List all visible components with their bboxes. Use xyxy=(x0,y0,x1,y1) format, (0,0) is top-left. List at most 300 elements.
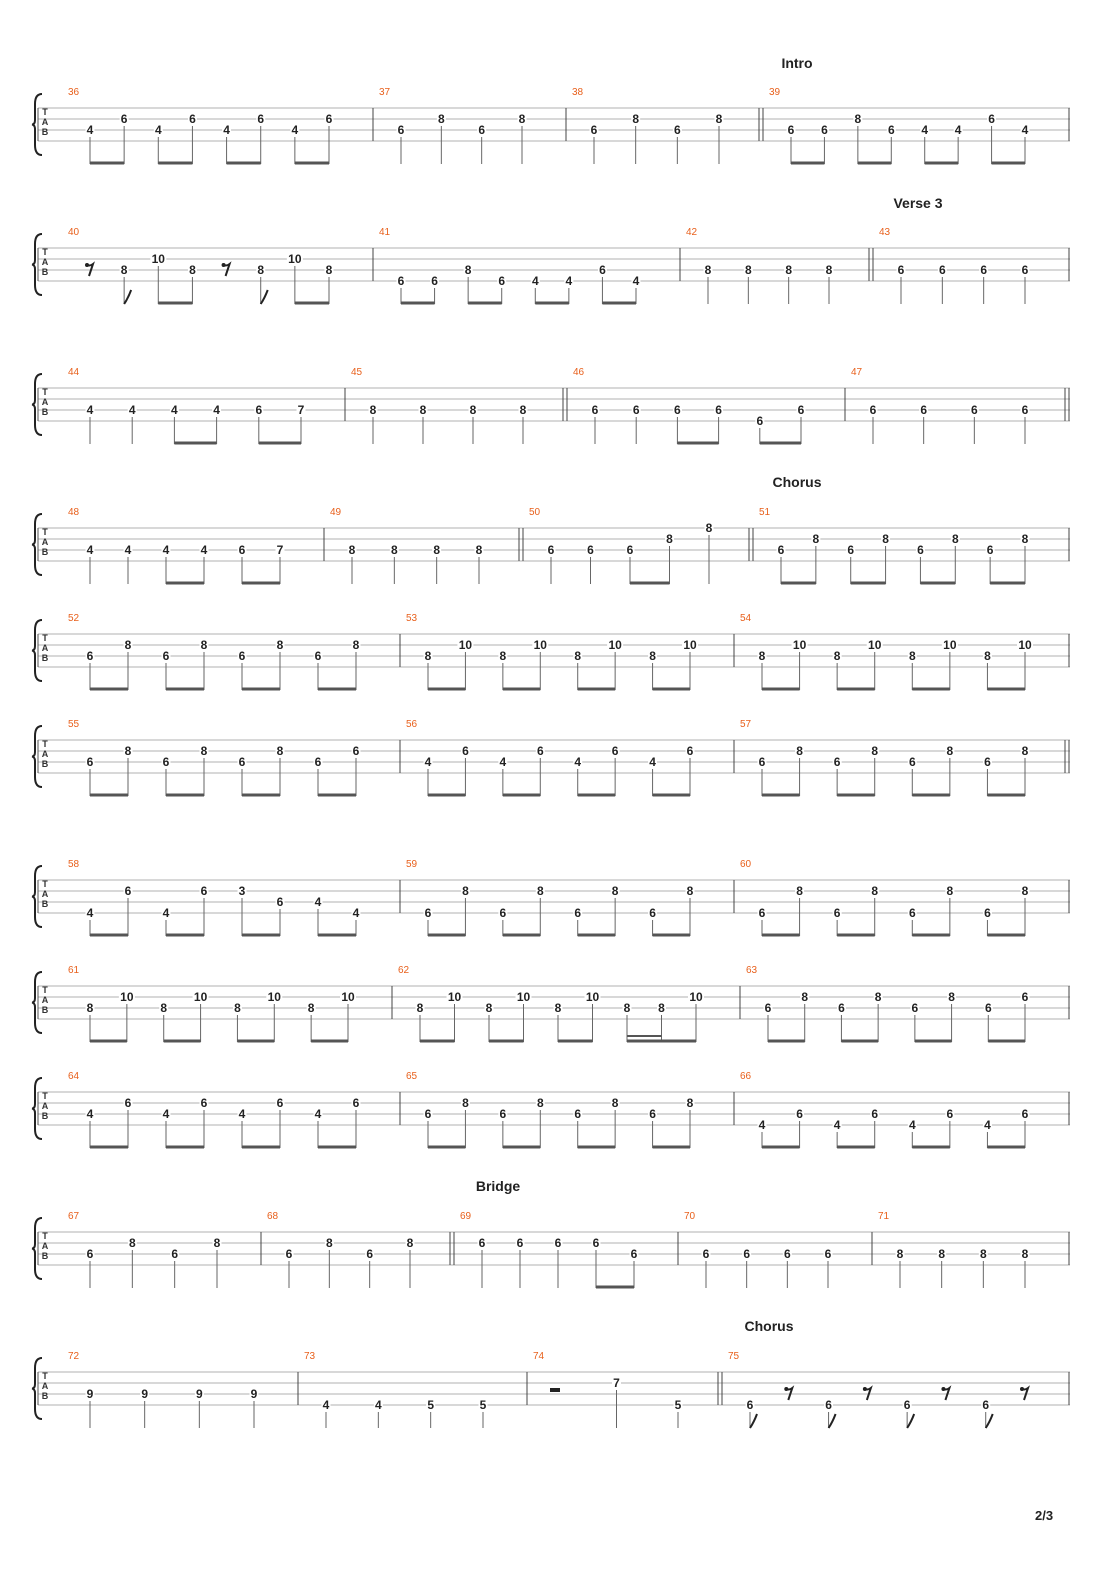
tab-clef-letter: A xyxy=(41,995,49,1005)
fret-number: 6 xyxy=(314,755,322,769)
fret-number: 6 xyxy=(424,1107,432,1121)
measure xyxy=(684,1211,872,1288)
fret-number: 8 xyxy=(464,263,472,277)
fret-number: 6 xyxy=(498,274,506,288)
fret-number: 8 xyxy=(896,1247,904,1261)
fret-number: 6 xyxy=(478,1236,486,1250)
measure-number: 45 xyxy=(351,367,363,378)
fret-number: 6 xyxy=(980,263,988,277)
fret-number: 4 xyxy=(632,274,640,288)
fret-number: 8 xyxy=(686,884,694,898)
measure-number: 60 xyxy=(740,859,752,870)
system-brace xyxy=(32,1218,42,1279)
fret-number: 6 xyxy=(783,1247,791,1261)
fret-number: 8 xyxy=(475,543,483,557)
measure-number: 71 xyxy=(878,1211,890,1222)
fret-number: 8 xyxy=(938,1247,946,1261)
fret-number: 10 xyxy=(516,990,531,1004)
measure xyxy=(769,87,1030,164)
system-brace xyxy=(32,1078,42,1139)
measure xyxy=(740,719,1069,796)
fret-number: 8 xyxy=(554,1001,562,1015)
fret-number: 8 xyxy=(485,1001,493,1015)
tab-clef-letter: T xyxy=(42,1231,48,1241)
eighth-rest-dot xyxy=(222,263,226,267)
measure-number: 46 xyxy=(573,367,585,378)
fret-number: 6 xyxy=(120,112,128,126)
fret-number: 6 xyxy=(756,414,764,428)
fret-number: 4 xyxy=(954,123,962,137)
fret-number: 8 xyxy=(984,649,991,663)
fret-number: 6 xyxy=(758,755,766,769)
fret-number: 8 xyxy=(348,543,356,557)
measure-number: 64 xyxy=(68,1071,80,1082)
fret-number: 6 xyxy=(777,543,785,557)
fret-number: 9 xyxy=(141,1387,149,1401)
fret-number: 7 xyxy=(297,403,305,417)
fret-number: 8 xyxy=(812,532,820,546)
measure xyxy=(68,227,373,304)
fret-number: 6 xyxy=(630,1247,638,1261)
fret-number: 8 xyxy=(369,403,377,417)
fret-number: 4 xyxy=(291,123,299,137)
fret-number: 6 xyxy=(825,1398,832,1412)
fret-number: 6 xyxy=(611,744,619,758)
fret-number: 6 xyxy=(673,123,681,137)
measure xyxy=(851,367,1069,444)
fret-number: 8 xyxy=(1021,532,1029,546)
fret-number: 6 xyxy=(366,1247,374,1261)
fret-number: 6 xyxy=(984,1001,992,1015)
fret-number: 6 xyxy=(758,906,766,920)
fret-number: 6 xyxy=(255,403,263,417)
tab-clef-letter: A xyxy=(41,889,49,899)
measure-number: 73 xyxy=(304,1351,316,1362)
measure-number: 42 xyxy=(686,227,698,238)
measure xyxy=(879,227,1030,304)
fret-number: 6 xyxy=(462,744,469,758)
measure-number: 62 xyxy=(398,965,410,976)
fret-number: 4 xyxy=(223,123,230,137)
measure xyxy=(304,1351,527,1428)
fret-number: 4 xyxy=(86,543,94,557)
fret-number: 8 xyxy=(948,990,955,1004)
fret-number: 4 xyxy=(200,543,208,557)
fret-number: 6 xyxy=(591,403,599,417)
measure-number: 40 xyxy=(68,227,80,238)
fret-number: 6 xyxy=(838,1001,845,1015)
fret-number: 8 xyxy=(611,1096,619,1110)
fret-number: 6 xyxy=(325,112,333,126)
note-flag xyxy=(124,290,131,304)
fret-number: 9 xyxy=(195,1387,203,1401)
measure-number: 69 xyxy=(460,1211,472,1222)
tab-clef-letter: T xyxy=(42,985,48,995)
fret-number: 6 xyxy=(86,649,94,663)
section-label: Chorus xyxy=(772,474,822,490)
fret-number: 8 xyxy=(796,744,803,758)
fret-number: 8 xyxy=(536,884,544,898)
fret-number: 6 xyxy=(938,263,946,277)
tab-clef-letter: A xyxy=(41,1381,49,1391)
tab-clef-letter: B xyxy=(41,1391,49,1401)
fret-number: 6 xyxy=(352,744,360,758)
fret-number: 8 xyxy=(1021,1247,1029,1261)
fret-number: 6 xyxy=(702,1247,710,1261)
fret-number: 6 xyxy=(833,906,841,920)
fret-number: 4 xyxy=(758,1118,766,1132)
fret-number: 6 xyxy=(587,543,594,557)
system-brace xyxy=(32,234,42,295)
eighth-rest-dot xyxy=(85,263,89,267)
fret-number: 6 xyxy=(200,884,208,898)
fret-number: 8 xyxy=(128,1236,136,1250)
fret-number: 6 xyxy=(764,1001,772,1015)
fret-number: 6 xyxy=(590,123,598,137)
fret-number: 6 xyxy=(499,1107,507,1121)
measure xyxy=(68,87,373,164)
fret-number: 4 xyxy=(908,1118,916,1132)
fret-number: 6 xyxy=(547,543,555,557)
fret-number: 6 xyxy=(397,123,405,137)
fret-number: 8 xyxy=(416,1001,424,1015)
measure-number: 56 xyxy=(406,719,418,730)
fret-number: 6 xyxy=(982,1398,990,1412)
fret-number: 6 xyxy=(238,755,246,769)
measure-number: 51 xyxy=(759,507,771,518)
measure-number: 66 xyxy=(740,1071,752,1082)
fret-number: 8 xyxy=(1021,884,1029,898)
eighth-rest-dot xyxy=(1020,1387,1024,1391)
fret-number: 6 xyxy=(988,112,995,126)
fret-number: 8 xyxy=(325,1236,333,1250)
fret-number: 8 xyxy=(424,649,432,663)
fret-number: 8 xyxy=(623,1001,631,1015)
measure-number: 63 xyxy=(746,965,758,976)
fret-number: 6 xyxy=(1021,263,1029,277)
tab-clef-letter: T xyxy=(42,739,48,749)
measure-number: 44 xyxy=(68,367,80,378)
fret-number: 4 xyxy=(314,1107,322,1121)
fret-number: 4 xyxy=(86,403,94,417)
fret-number: 4 xyxy=(238,1107,246,1121)
measure xyxy=(573,367,845,444)
measure-number: 72 xyxy=(68,1351,80,1362)
measure-number: 43 xyxy=(879,227,891,238)
fret-number: 8 xyxy=(536,1096,544,1110)
fret-number: 8 xyxy=(419,403,427,417)
fret-number: 6 xyxy=(424,906,432,920)
fret-number: 8 xyxy=(189,263,196,277)
tab-system xyxy=(32,367,1070,444)
fret-number: 6 xyxy=(1021,990,1029,1004)
measure-number: 68 xyxy=(267,1211,279,1222)
fret-number: 6 xyxy=(796,1107,803,1121)
measure-number: 52 xyxy=(68,613,80,624)
measure xyxy=(406,1071,734,1148)
fret-number: 6 xyxy=(189,112,196,126)
measure xyxy=(759,507,1030,584)
fret-number: 10 xyxy=(868,638,882,652)
fret-number: 4 xyxy=(921,123,929,137)
page-number: 2/3 xyxy=(1035,1508,1054,1523)
fret-number: 10 xyxy=(533,638,547,652)
measure xyxy=(529,507,753,584)
measure xyxy=(68,1351,298,1428)
fret-number: 9 xyxy=(86,1387,94,1401)
measure xyxy=(398,965,740,1042)
measure-number: 75 xyxy=(728,1351,740,1362)
tab-clef-letter: A xyxy=(41,1241,49,1251)
fret-number: 4 xyxy=(154,123,162,137)
fret-number: 8 xyxy=(213,1236,221,1250)
fret-number: 4 xyxy=(1021,123,1029,137)
fret-number: 8 xyxy=(785,263,793,277)
fret-number: 8 xyxy=(951,532,959,546)
tab-system xyxy=(32,1178,1070,1288)
measure-number: 67 xyxy=(68,1211,80,1222)
measure xyxy=(68,613,400,690)
fret-number: 6 xyxy=(276,895,284,909)
section-label: Verse 3 xyxy=(893,195,943,211)
fret-number: 10 xyxy=(689,990,703,1004)
measure xyxy=(406,859,734,936)
fret-number: 4 xyxy=(171,403,178,417)
fret-number: 3 xyxy=(238,884,246,898)
fret-number: 8 xyxy=(801,990,809,1004)
fret-number: 6 xyxy=(984,755,991,769)
fret-number: 8 xyxy=(518,112,526,126)
fret-number: 8 xyxy=(874,990,882,1004)
fret-number: 6 xyxy=(887,123,895,137)
fret-number: 8 xyxy=(854,112,862,126)
fret-number: 6 xyxy=(787,123,795,137)
tab-system xyxy=(32,195,1070,304)
fret-number: 6 xyxy=(516,1236,524,1250)
fret-number: 7 xyxy=(276,543,284,557)
fret-number: 4 xyxy=(162,1107,170,1121)
measure xyxy=(686,227,873,304)
fret-number: 8 xyxy=(120,263,128,277)
system-brace xyxy=(32,726,42,787)
fret-number: 8 xyxy=(825,263,833,277)
fret-number: 8 xyxy=(649,649,656,663)
fret-number: 5 xyxy=(427,1398,435,1412)
measure-number: 36 xyxy=(68,87,80,98)
fret-number: 8 xyxy=(871,744,879,758)
system-brace xyxy=(32,514,42,575)
fret-number: 8 xyxy=(715,112,723,126)
fret-number: 6 xyxy=(897,263,905,277)
fret-number: 8 xyxy=(744,263,752,277)
fret-number: 8 xyxy=(276,744,284,758)
fret-number: 6 xyxy=(162,649,170,663)
fret-number: 6 xyxy=(911,1001,919,1015)
fret-number: 4 xyxy=(833,1118,841,1132)
fret-number: 8 xyxy=(611,884,619,898)
tab-clef-letter: T xyxy=(42,247,48,257)
eighth-rest-dot xyxy=(863,1387,867,1391)
measure xyxy=(460,1211,678,1288)
tab-system xyxy=(32,55,1070,164)
fret-number: 8 xyxy=(124,744,132,758)
fret-number: 6 xyxy=(674,403,681,417)
tab-clef-letter: T xyxy=(42,879,48,889)
section-label: Bridge xyxy=(475,1178,521,1194)
measure-number: 49 xyxy=(330,507,342,518)
tab-clef-letter: A xyxy=(41,397,49,407)
fret-number: 8 xyxy=(686,1096,694,1110)
fret-number: 6 xyxy=(746,1398,754,1412)
note-flag xyxy=(750,1414,757,1428)
tab-clef-letter: A xyxy=(41,257,49,267)
fret-number: 6 xyxy=(908,755,916,769)
fret-number: 4 xyxy=(565,274,573,288)
measure xyxy=(68,719,400,796)
tab-clef-letter: T xyxy=(42,1091,48,1101)
fret-number: 6 xyxy=(1021,403,1029,417)
fret-number: 6 xyxy=(920,403,928,417)
fret-number: 7 xyxy=(613,1376,620,1390)
fret-number: 6 xyxy=(592,1236,600,1250)
tab-system xyxy=(32,859,1070,936)
fret-number: 6 xyxy=(238,649,246,663)
fret-number: 6 xyxy=(632,403,640,417)
tab-clef-letter: B xyxy=(41,759,49,769)
fret-number: 8 xyxy=(519,403,527,417)
tab-clef-letter: A xyxy=(41,117,49,127)
fret-number: 6 xyxy=(200,1096,208,1110)
fret-number: 5 xyxy=(479,1398,487,1412)
measure-number: 47 xyxy=(851,367,863,378)
note-flag xyxy=(829,1414,836,1428)
measure xyxy=(68,507,324,584)
fret-number: 8 xyxy=(390,543,398,557)
fret-number: 8 xyxy=(352,638,360,652)
fret-number: 6 xyxy=(626,543,634,557)
fret-number: 8 xyxy=(882,532,889,546)
tab-system xyxy=(32,474,1070,584)
fret-number: 6 xyxy=(649,906,656,920)
fret-number: 10 xyxy=(288,252,302,266)
tab-clef-letter: A xyxy=(41,749,49,759)
fret-number: 8 xyxy=(833,649,841,663)
fret-number: 10 xyxy=(447,990,462,1004)
fret-number: 8 xyxy=(946,884,954,898)
fret-number: 6 xyxy=(917,543,924,557)
fret-number: 8 xyxy=(499,649,507,663)
measure-number: 61 xyxy=(68,965,80,976)
tab-system xyxy=(32,1071,1070,1148)
fret-number: 6 xyxy=(397,274,405,288)
fret-number: 4 xyxy=(128,403,136,417)
eighth-rest-dot xyxy=(784,1387,788,1391)
tab-clef-letter: B xyxy=(41,127,49,137)
fret-number: 4 xyxy=(86,123,94,137)
fret-number: 8 xyxy=(979,1247,987,1261)
fret-number: 8 xyxy=(124,638,132,652)
tab-system xyxy=(32,1318,1070,1428)
system-brace xyxy=(32,374,42,435)
half-rest xyxy=(550,1388,560,1392)
measure xyxy=(351,367,567,444)
fret-number: 6 xyxy=(743,1247,751,1261)
measure xyxy=(68,965,392,1042)
measure-number: 65 xyxy=(406,1071,418,1082)
fret-number: 8 xyxy=(462,1096,469,1110)
fret-number: 6 xyxy=(86,755,94,769)
fret-number: 6 xyxy=(238,543,246,557)
fret-number: 6 xyxy=(124,884,132,898)
fret-number: 8 xyxy=(200,744,208,758)
fret-number: 4 xyxy=(124,543,132,557)
fret-number: 10 xyxy=(792,638,807,652)
fret-number: 8 xyxy=(574,649,582,663)
eighth-rest-dot xyxy=(941,1387,945,1391)
fret-number: 6 xyxy=(833,755,841,769)
fret-number: 4 xyxy=(162,906,170,920)
fret-number: 8 xyxy=(908,649,916,663)
tab-clef-letter: B xyxy=(41,407,49,417)
fret-number: 6 xyxy=(903,1398,911,1412)
tab-clef-letter: B xyxy=(41,1005,49,1015)
tab-system xyxy=(32,719,1070,796)
fret-number: 8 xyxy=(307,1001,315,1015)
tab-clef-letter: T xyxy=(42,633,48,643)
fret-number: 8 xyxy=(658,1001,665,1015)
tab-clef-letter: B xyxy=(41,1111,49,1121)
fret-number: 8 xyxy=(437,112,445,126)
fret-number: 10 xyxy=(193,990,208,1004)
fret-number: 6 xyxy=(986,543,994,557)
fret-number: 10 xyxy=(341,990,355,1004)
fret-number: 5 xyxy=(674,1398,682,1412)
section-label: Intro xyxy=(781,55,813,71)
tab-clef-letter: T xyxy=(42,1371,48,1381)
measure-number: 54 xyxy=(740,613,752,624)
tab-clef-letter: A xyxy=(41,537,49,547)
system-brace xyxy=(32,94,42,155)
tab-clef-letter: T xyxy=(42,387,48,397)
fret-number: 6 xyxy=(499,906,507,920)
fret-number: 4 xyxy=(162,543,170,557)
fret-number: 8 xyxy=(433,543,441,557)
system-brace xyxy=(32,620,42,681)
measure xyxy=(330,507,523,584)
fret-number: 10 xyxy=(458,638,473,652)
fret-number: 6 xyxy=(285,1247,293,1261)
measure-number: 57 xyxy=(740,719,752,730)
fret-number: 6 xyxy=(686,744,694,758)
tab-clef-letter: B xyxy=(41,653,49,663)
fret-number: 4 xyxy=(531,274,539,288)
fret-number: 4 xyxy=(213,403,220,417)
measure xyxy=(740,859,1030,936)
fret-number: 4 xyxy=(86,1107,94,1121)
tab-clef-letter: A xyxy=(41,643,49,653)
measure-number: 48 xyxy=(68,507,80,518)
measure xyxy=(740,613,1033,690)
fret-number: 8 xyxy=(469,403,477,417)
fret-number: 8 xyxy=(462,884,469,898)
fret-number: 10 xyxy=(608,638,622,652)
fret-number: 4 xyxy=(649,755,656,769)
fret-number: 6 xyxy=(257,112,265,126)
note-flag xyxy=(261,290,268,304)
fret-number: 10 xyxy=(267,990,281,1004)
fret-number: 8 xyxy=(946,744,954,758)
measure-number: 70 xyxy=(684,1211,696,1222)
